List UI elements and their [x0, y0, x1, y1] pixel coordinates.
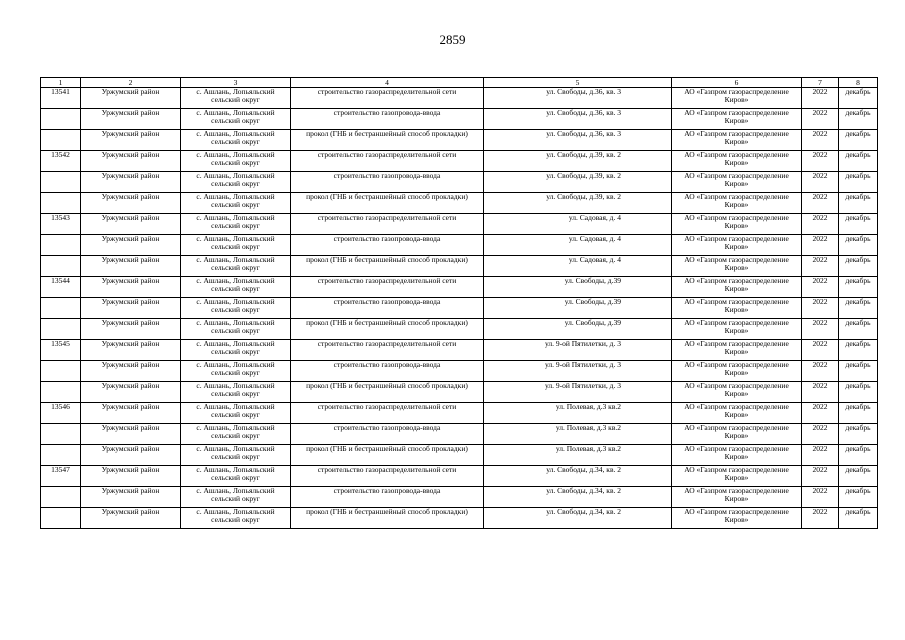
cell-settlement: с. Ашлань, Лопьяльский сельский округ — [181, 508, 291, 529]
cell-work-type: прокол (ГНБ и бестраншейный способ прокладки) — [291, 319, 484, 340]
cell-settlement: с. Ашлань, Лопьяльский сельский округ — [181, 487, 291, 508]
cell-year: 2022 — [802, 130, 839, 151]
cell-settlement: с. Ашлань, Лопьяльский сельский округ — [181, 130, 291, 151]
cell-address: ул. Свободы, д.39 — [484, 277, 672, 298]
cell-month: декабрь — [839, 88, 878, 109]
cell-object-number — [41, 487, 81, 508]
schedule-table — [40, 77, 878, 529]
cell-year: 2022 — [802, 466, 839, 487]
cell-object-number: 13543 — [41, 214, 81, 235]
table-row — [41, 151, 878, 172]
cell-contractor: АО «Газпром газораспределение Киров» — [672, 172, 802, 193]
table-row — [41, 445, 878, 466]
cell-object-number — [41, 508, 81, 529]
cell-year: 2022 — [802, 214, 839, 235]
cell-contractor: АО «Газпром газораспределение Киров» — [672, 466, 802, 487]
cell-contractor: АО «Газпром газораспределение Киров» — [672, 109, 802, 130]
cell-object-number — [41, 256, 81, 277]
cell-contractor: АО «Газпром газораспределение Киров» — [672, 340, 802, 361]
cell-month: декабрь — [839, 403, 878, 424]
cell-settlement: с. Ашлань, Лопьяльский сельский округ — [181, 193, 291, 214]
cell-address: ул. 9-ой Пятилетки, д. 3 — [484, 361, 672, 382]
cell-object-number: 13546 — [41, 403, 81, 424]
table-row — [41, 487, 878, 508]
cell-contractor: АО «Газпром газораспределение Киров» — [672, 256, 802, 277]
cell-year: 2022 — [802, 424, 839, 445]
cell-object-number — [41, 109, 81, 130]
cell-address: ул. Садовая, д. 4 — [484, 214, 672, 235]
cell-month: декабрь — [839, 424, 878, 445]
cell-work-type: прокол (ГНБ и бестраншейный способ прокладки) — [291, 193, 484, 214]
cell-object-number — [41, 424, 81, 445]
cell-district: Уржумский район — [81, 256, 181, 277]
column-header: 1 — [41, 78, 81, 88]
cell-contractor: АО «Газпром газораспределение Киров» — [672, 214, 802, 235]
cell-contractor: АО «Газпром газораспределение Киров» — [672, 445, 802, 466]
cell-settlement: с. Ашлань, Лопьяльский сельский округ — [181, 382, 291, 403]
cell-address: ул. Полевая, д.3 кв.2 — [484, 424, 672, 445]
cell-settlement: с. Ашлань, Лопьяльский сельский округ — [181, 340, 291, 361]
cell-month: декабрь — [839, 235, 878, 256]
cell-year: 2022 — [802, 487, 839, 508]
cell-district: Уржумский район — [81, 172, 181, 193]
table-row — [41, 466, 878, 487]
table-row — [41, 298, 878, 319]
cell-year: 2022 — [802, 361, 839, 382]
cell-work-type: строительство газопровода-ввода — [291, 172, 484, 193]
table-row — [41, 130, 878, 151]
table-row — [41, 88, 878, 109]
table-row — [41, 172, 878, 193]
table-body — [41, 88, 878, 529]
cell-object-number — [41, 319, 81, 340]
cell-month: декабрь — [839, 214, 878, 235]
table-row — [41, 256, 878, 277]
table-row — [41, 235, 878, 256]
table-row — [41, 361, 878, 382]
page-number: 2859 — [439, 32, 466, 47]
cell-year: 2022 — [802, 256, 839, 277]
cell-year: 2022 — [802, 88, 839, 109]
cell-contractor: АО «Газпром газораспределение Киров» — [672, 382, 802, 403]
cell-settlement: с. Ашлань, Лопьяльский сельский округ — [181, 445, 291, 466]
cell-address: ул. Свободы, д.39 — [484, 298, 672, 319]
cell-month: декабрь — [839, 172, 878, 193]
cell-work-type: прокол (ГНБ и бестраншейный способ прокладки) — [291, 508, 484, 529]
cell-contractor: АО «Газпром газораспределение Киров» — [672, 88, 802, 109]
cell-district: Уржумский район — [81, 193, 181, 214]
column-header: 2 — [81, 78, 181, 88]
cell-district: Уржумский район — [81, 319, 181, 340]
cell-object-number — [41, 130, 81, 151]
cell-work-type: строительство газораспределительной сети — [291, 277, 484, 298]
cell-year: 2022 — [802, 340, 839, 361]
cell-month: декабрь — [839, 277, 878, 298]
cell-settlement: с. Ашлань, Лопьяльский сельский округ — [181, 151, 291, 172]
cell-address: ул. Свободы, д.34, кв. 2 — [484, 487, 672, 508]
cell-year: 2022 — [802, 277, 839, 298]
cell-address: ул. Свободы, д.39, кв. 2 — [484, 151, 672, 172]
cell-district: Уржумский район — [81, 298, 181, 319]
column-header: 4 — [291, 78, 484, 88]
cell-work-type: строительство газораспределительной сети — [291, 151, 484, 172]
cell-settlement: с. Ашлань, Лопьяльский сельский округ — [181, 319, 291, 340]
cell-contractor: АО «Газпром газораспределение Киров» — [672, 319, 802, 340]
cell-district: Уржумский район — [81, 508, 181, 529]
cell-district: Уржумский район — [81, 130, 181, 151]
cell-contractor: АО «Газпром газораспределение Киров» — [672, 487, 802, 508]
cell-month: декабрь — [839, 445, 878, 466]
table-row — [41, 424, 878, 445]
cell-district: Уржумский район — [81, 466, 181, 487]
cell-district: Уржумский район — [81, 109, 181, 130]
cell-address: ул. Садовая, д. 4 — [484, 235, 672, 256]
cell-work-type: прокол (ГНБ и бестраншейный способ прокладки) — [291, 382, 484, 403]
cell-contractor: АО «Газпром газораспределение Киров» — [672, 151, 802, 172]
cell-work-type: строительство газопровода-ввода — [291, 361, 484, 382]
cell-address: ул. Свободы, д.39, кв. 2 — [484, 193, 672, 214]
cell-object-number — [41, 172, 81, 193]
cell-object-number — [41, 382, 81, 403]
table-row — [41, 382, 878, 403]
cell-address: ул. Свободы, д.34, кв. 2 — [484, 508, 672, 529]
cell-address: ул. Полевая, д.3 кв.2 — [484, 403, 672, 424]
table-row — [41, 319, 878, 340]
cell-contractor: АО «Газпром газораспределение Киров» — [672, 298, 802, 319]
cell-settlement: с. Ашлань, Лопьяльский сельский округ — [181, 466, 291, 487]
cell-month: декабрь — [839, 487, 878, 508]
column-header: 7 — [802, 78, 839, 88]
cell-district: Уржумский район — [81, 235, 181, 256]
cell-month: декабрь — [839, 109, 878, 130]
cell-contractor: АО «Газпром газораспределение Киров» — [672, 277, 802, 298]
cell-settlement: с. Ашлань, Лопьяльский сельский округ — [181, 403, 291, 424]
cell-year: 2022 — [802, 151, 839, 172]
cell-settlement: с. Ашлань, Лопьяльский сельский округ — [181, 256, 291, 277]
table-row — [41, 508, 878, 529]
cell-address: ул. Свободы, д.36, кв. 3 — [484, 130, 672, 151]
cell-settlement: с. Ашлань, Лопьяльский сельский округ — [181, 88, 291, 109]
cell-contractor: АО «Газпром газораспределение Киров» — [672, 403, 802, 424]
cell-contractor: АО «Газпром газораспределение Киров» — [672, 424, 802, 445]
cell-year: 2022 — [802, 172, 839, 193]
cell-object-number: 13541 — [41, 88, 81, 109]
cell-month: декабрь — [839, 256, 878, 277]
cell-year: 2022 — [802, 445, 839, 466]
cell-object-number — [41, 235, 81, 256]
cell-year: 2022 — [802, 298, 839, 319]
cell-district: Уржумский район — [81, 361, 181, 382]
cell-month: декабрь — [839, 466, 878, 487]
cell-address: ул. 9-ой Пятилетки, д. 3 — [484, 382, 672, 403]
table-row — [41, 403, 878, 424]
cell-work-type: прокол (ГНБ и бестраншейный способ прокладки) — [291, 256, 484, 277]
cell-contractor: АО «Газпром газораспределение Киров» — [672, 130, 802, 151]
cell-address: ул. Свободы, д.34, кв. 2 — [484, 466, 672, 487]
cell-settlement: с. Ашлань, Лопьяльский сельский округ — [181, 298, 291, 319]
cell-year: 2022 — [802, 235, 839, 256]
cell-settlement: с. Ашлань, Лопьяльский сельский округ — [181, 361, 291, 382]
cell-settlement: с. Ашлань, Лопьяльский сельский округ — [181, 424, 291, 445]
cell-settlement: с. Ашлань, Лопьяльский сельский округ — [181, 109, 291, 130]
cell-work-type: строительство газораспределительной сети — [291, 214, 484, 235]
cell-settlement: с. Ашлань, Лопьяльский сельский округ — [181, 277, 291, 298]
cell-month: декабрь — [839, 319, 878, 340]
cell-year: 2022 — [802, 193, 839, 214]
cell-address: ул. Свободы, д.39 — [484, 319, 672, 340]
cell-settlement: с. Ашлань, Лопьяльский сельский округ — [181, 235, 291, 256]
cell-contractor: АО «Газпром газораспределение Киров» — [672, 235, 802, 256]
cell-month: декабрь — [839, 508, 878, 529]
cell-district: Уржумский район — [81, 445, 181, 466]
cell-district: Уржумский район — [81, 88, 181, 109]
cell-work-type: прокол (ГНБ и бестраншейный способ прокладки) — [291, 445, 484, 466]
column-header: 6 — [672, 78, 802, 88]
table-row — [41, 340, 878, 361]
cell-month: декабрь — [839, 382, 878, 403]
cell-month: декабрь — [839, 151, 878, 172]
cell-object-number — [41, 193, 81, 214]
cell-object-number — [41, 361, 81, 382]
table-row — [41, 193, 878, 214]
cell-address: ул. Полевая, д.3 кв.2 — [484, 445, 672, 466]
cell-month: декабрь — [839, 130, 878, 151]
cell-year: 2022 — [802, 403, 839, 424]
cell-work-type: строительство газопровода-ввода — [291, 298, 484, 319]
cell-object-number — [41, 445, 81, 466]
cell-address: ул. 9-ой Пятилетки, д. 3 — [484, 340, 672, 361]
table-row — [41, 109, 878, 130]
cell-work-type: строительство газораспределительной сети — [291, 403, 484, 424]
cell-address: ул. Свободы, д.39, кв. 2 — [484, 172, 672, 193]
cell-work-type: строительство газораспределительной сети — [291, 340, 484, 361]
cell-work-type: строительство газораспределительной сети — [291, 88, 484, 109]
table-row — [41, 214, 878, 235]
cell-contractor: АО «Газпром газораспределение Киров» — [672, 361, 802, 382]
cell-object-number: 13547 — [41, 466, 81, 487]
cell-object-number — [41, 298, 81, 319]
cell-district: Уржумский район — [81, 340, 181, 361]
cell-object-number: 13545 — [41, 340, 81, 361]
column-header: 8 — [839, 78, 878, 88]
cell-year: 2022 — [802, 319, 839, 340]
cell-work-type: строительство газопровода-ввода — [291, 109, 484, 130]
cell-work-type: строительство газораспределительной сети — [291, 466, 484, 487]
table-row — [41, 277, 878, 298]
cell-address: ул. Свободы, д.36, кв. 3 — [484, 109, 672, 130]
cell-district: Уржумский район — [81, 487, 181, 508]
cell-contractor: АО «Газпром газораспределение Киров» — [672, 508, 802, 529]
cell-month: декабрь — [839, 298, 878, 319]
column-header: 5 — [484, 78, 672, 88]
cell-year: 2022 — [802, 508, 839, 529]
cell-contractor: АО «Газпром газораспределение Киров» — [672, 193, 802, 214]
cell-year: 2022 — [802, 109, 839, 130]
cell-district: Уржумский район — [81, 424, 181, 445]
cell-month: декабрь — [839, 361, 878, 382]
cell-address: ул. Свободы, д.36, кв. 3 — [484, 88, 672, 109]
cell-district: Уржумский район — [81, 382, 181, 403]
cell-district: Уржумский район — [81, 151, 181, 172]
cell-address: ул. Садовая, д. 4 — [484, 256, 672, 277]
cell-settlement: с. Ашлань, Лопьяльский сельский округ — [181, 214, 291, 235]
cell-work-type: строительство газопровода-ввода — [291, 424, 484, 445]
cell-work-type: прокол (ГНБ и бестраншейный способ прокладки) — [291, 130, 484, 151]
cell-district: Уржумский район — [81, 403, 181, 424]
cell-district: Уржумский район — [81, 214, 181, 235]
cell-object-number: 13542 — [41, 151, 81, 172]
cell-settlement: с. Ашлань, Лопьяльский сельский округ — [181, 172, 291, 193]
cell-work-type: строительство газопровода-ввода — [291, 487, 484, 508]
cell-object-number: 13544 — [41, 277, 81, 298]
cell-month: декабрь — [839, 340, 878, 361]
cell-district: Уржумский район — [81, 277, 181, 298]
cell-month: декабрь — [839, 193, 878, 214]
cell-work-type: строительство газопровода-ввода — [291, 235, 484, 256]
header-row — [41, 78, 878, 88]
cell-year: 2022 — [802, 382, 839, 403]
column-header: 3 — [181, 78, 291, 88]
